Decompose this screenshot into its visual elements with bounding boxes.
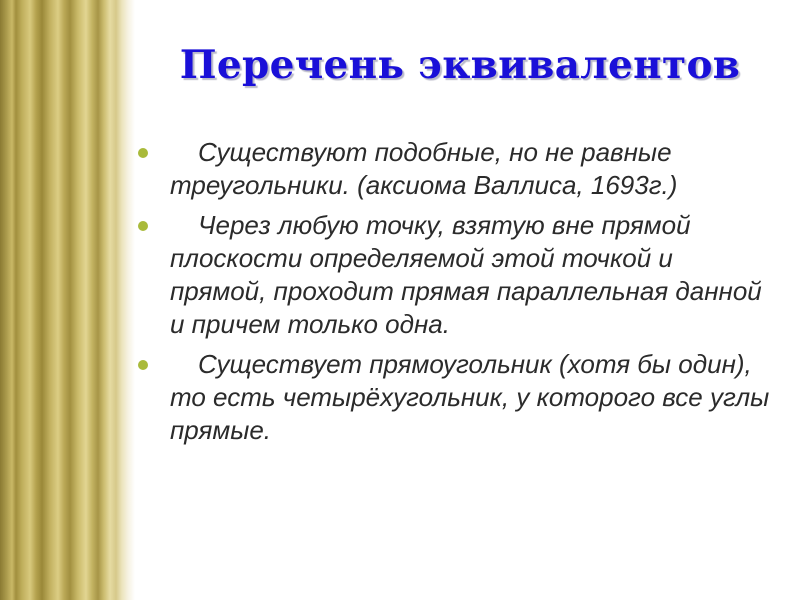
bullet-text: Существует прямоугольник (хотя бы один), то есть четырёхугольник, у которого все углы прямые. (170, 349, 770, 445)
bullet-text: Существуют подобные, но не равные треугольники. (аксиома Валлиса, 1693г.) (170, 137, 678, 200)
bullet-item (136, 136, 776, 202)
bullet-item (136, 209, 776, 341)
bullet-dot-icon (138, 360, 148, 370)
slide-title: Перечень эквивалентов (179, 42, 741, 88)
bullet-item (136, 348, 776, 447)
curtain-decoration (0, 0, 135, 600)
bullet-text: Через любую точку, взятую вне прямой плоскости определяемой этой точкой и прямой, проходит прямая параллельная данной и причем только одна. (170, 210, 762, 339)
bullet-dot-icon (138, 148, 148, 158)
bullet-dot-icon (138, 221, 148, 231)
bullet-list (136, 136, 776, 454)
